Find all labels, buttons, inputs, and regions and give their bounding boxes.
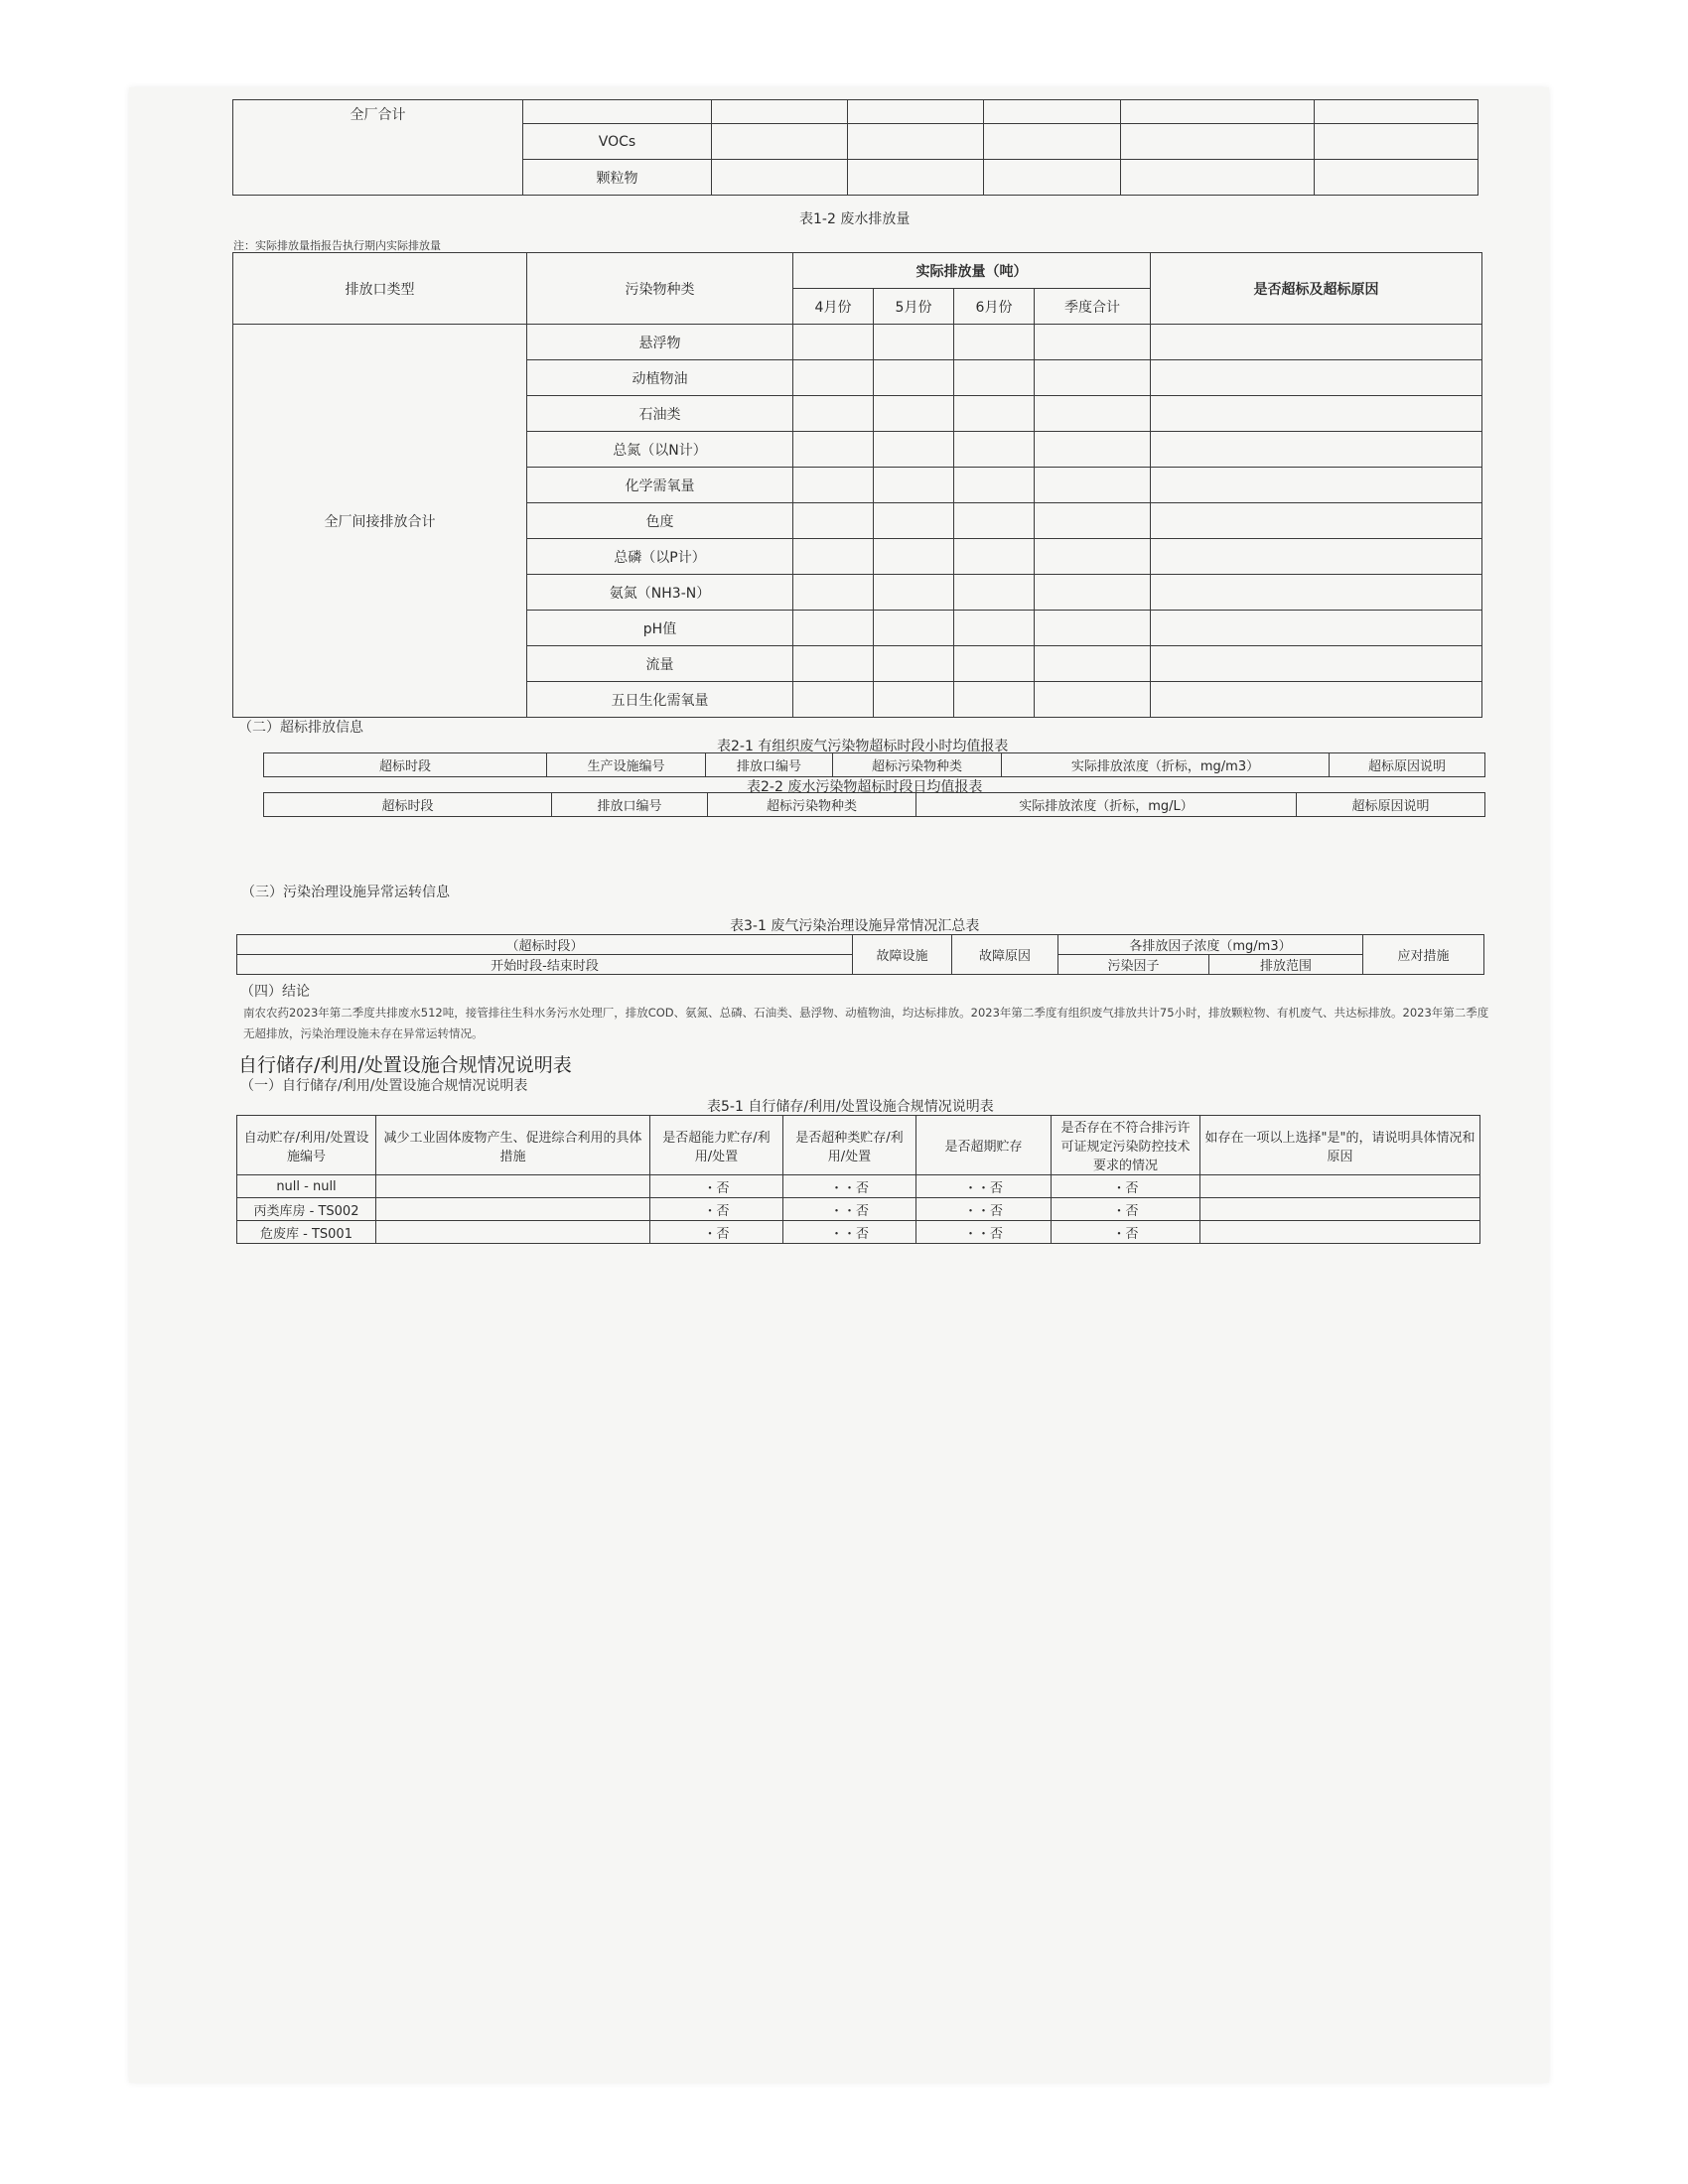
answer-cell: ・否 [650, 1198, 783, 1221]
t51-header: 减少工业固体废物产生、促进综合利用的具体措施 [376, 1116, 650, 1175]
answer-cell: ・否 [1052, 1198, 1200, 1221]
table-2-2 [263, 792, 1485, 817]
t21-header: 实际排放浓度（折标，mg/m3） [1002, 753, 1330, 777]
section-3-heading: （三）污染治理设施异常运转信息 [241, 885, 450, 900]
header-june: 6月份 [954, 289, 1035, 325]
header-april: 4月份 [793, 289, 874, 325]
t22-header: 排放口编号 [552, 793, 708, 817]
section-4-heading: （四）结论 [240, 984, 310, 1000]
pollutant-particulate: 颗粒物 [523, 160, 712, 196]
section-5-heading: （一）自行储存/利用/处置设施合规情况说明表 [240, 1078, 528, 1094]
t22-header: 超标污染物种类 [708, 793, 916, 817]
pollutant-row: 色度 [527, 503, 793, 539]
t21-header: 超标污染物种类 [833, 753, 1002, 777]
pollutant-row: 氨氮（NH3-N） [527, 575, 793, 611]
answer-cell: ・否 [650, 1175, 783, 1198]
table-1-2-wastewater [232, 252, 1482, 718]
answer-cell: ・・否 [783, 1221, 916, 1244]
table-5-1 [236, 1115, 1480, 1244]
outlet-type-value: 全厂间接排放合计 [233, 325, 527, 718]
table-2-1-title: 表2-1 有组织废气污染物超标时段小时均值报表 [717, 739, 1009, 754]
pollutant-row: 总磷（以P计） [527, 539, 793, 575]
table-2-2-title: 表2-2 废水污染物超标时段日均值报表 [747, 779, 983, 795]
plant-total-cell: 全厂合计 [233, 100, 523, 196]
header-may: 5月份 [874, 289, 954, 325]
pollutant-row: 总氮（以N计） [527, 432, 793, 468]
table-row [237, 1198, 1480, 1221]
answer-cell: ・否 [1052, 1221, 1200, 1244]
pollutant-row: 悬浮物 [527, 325, 793, 360]
t31-measure: 应对措施 [1363, 935, 1484, 975]
header-outlet-type: 排放口类型 [233, 253, 527, 325]
pollutant-row: pH值 [527, 611, 793, 646]
t51-header: 如存在一项以上选择"是"的，请说明具体情况和原因 [1200, 1116, 1480, 1175]
pollutant-vocs: VOCs [523, 124, 712, 160]
t51-header: 是否超期贮存 [916, 1116, 1052, 1175]
answer-cell: ・否 [1052, 1175, 1200, 1198]
t31-reason: 故障原因 [952, 935, 1058, 975]
t51-header: 自动贮存/利用/处置设施编号 [237, 1116, 376, 1175]
table-2-1 [263, 752, 1485, 777]
conclusion-paragraph: 南农农药2023年第二季度共排废水512吨，接管排往生科水务污水处理厂，排放COD、氨氮、总磷、石油类、悬浮物、动植物油，均达标排放。2023年第二季度有组织废气排放共计75小时，排放颗粒物、有机废气、共达标排放。2023年第二季度无超排放，污染治理设施未存在异常运转情况。 [243, 1006, 1489, 1040]
table-row [237, 1175, 1480, 1198]
t31-period: （超标时段） [237, 935, 853, 955]
table-1-2-title: 表1-2 废水排放量 [799, 211, 911, 227]
t31-conc: 各排放因子浓度（mg/m3） [1058, 935, 1363, 955]
header-actual-emission: 实际排放量（吨） [793, 253, 1151, 289]
answer-cell: ・・否 [916, 1221, 1052, 1244]
section-5-title: 自行储存/利用/处置设施合规情况说明表 [238, 1054, 572, 1076]
table-air-continuation [232, 99, 1478, 196]
t31-range: 排放范围 [1209, 955, 1363, 975]
header-pollutant: 污染物种类 [527, 253, 793, 325]
t21-header: 生产设施编号 [547, 753, 706, 777]
table-5-1-title: 表5-1 自行储存/利用/处置设施合规情况说明表 [707, 1099, 994, 1115]
answer-cell: ・・否 [916, 1175, 1052, 1198]
t21-header: 排放口编号 [706, 753, 833, 777]
t31-period-sub: 开始时段-结束时段 [237, 955, 853, 975]
pollutant-row: 动植物油 [527, 360, 793, 396]
t22-header: 实际排放浓度（折标，mg/L） [916, 793, 1297, 817]
facility-id: 危废库 - TS001 [237, 1221, 376, 1244]
t31-factor: 污染因子 [1058, 955, 1209, 975]
pollutant-row: 五日生化需氧量 [527, 682, 793, 718]
pollutant-row: 石油类 [527, 396, 793, 432]
t31-facility: 故障设施 [853, 935, 952, 975]
answer-cell: ・・否 [783, 1198, 916, 1221]
answer-cell: ・・否 [916, 1198, 1052, 1221]
header-quarter-total: 季度合计 [1035, 289, 1151, 325]
t51-header: 是否超种类贮存/利用/处置 [783, 1116, 916, 1175]
table-3-1-title: 表3-1 废气污染治理设施异常情况汇总表 [730, 918, 980, 934]
t21-header: 超标原因说明 [1330, 753, 1485, 777]
t51-header: 是否存在不符合排污许可证规定污染防控技术要求的情况 [1052, 1116, 1200, 1175]
header-exceed: 是否超标及超标原因 [1151, 253, 1482, 325]
pollutant-row: 流量 [527, 646, 793, 682]
answer-cell: ・・否 [783, 1175, 916, 1198]
table-3-1 [236, 934, 1484, 975]
facility-id: null - null [237, 1175, 376, 1198]
table-row [237, 1221, 1480, 1244]
t22-header: 超标原因说明 [1297, 793, 1485, 817]
pollutant-row: 化学需氧量 [527, 468, 793, 503]
table-1-2-note: 注：实际排放量指报告执行期内实际排放量 [233, 239, 441, 252]
t22-header: 超标时段 [264, 793, 552, 817]
answer-cell: ・否 [650, 1221, 783, 1244]
t21-header: 超标时段 [264, 753, 547, 777]
facility-id: 丙类库房 - TS002 [237, 1198, 376, 1221]
section-2-heading: （二）超标排放信息 [238, 720, 363, 736]
t51-header: 是否超能力贮存/利用/处置 [650, 1116, 783, 1175]
